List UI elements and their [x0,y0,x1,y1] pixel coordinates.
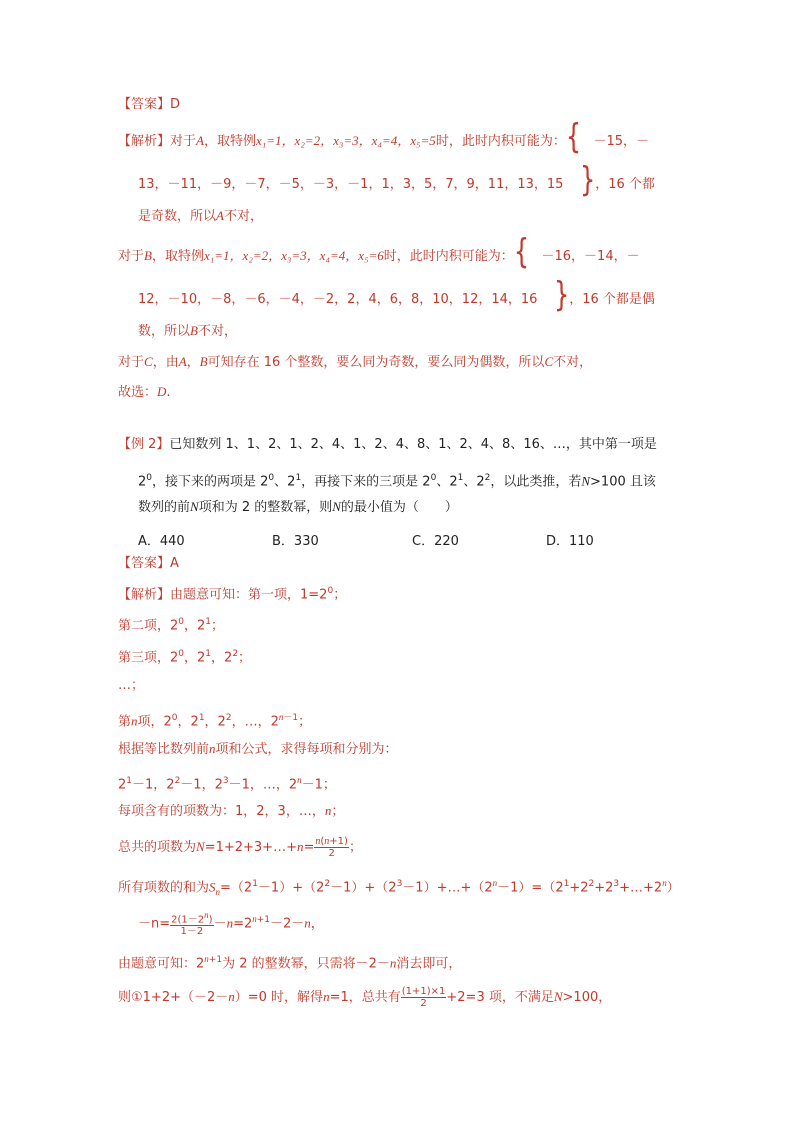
explanation-1-line-2 [138,160,655,200]
option-letter: B [199,354,208,369]
text: 由题意可知：2 [118,956,205,972]
text: 是奇数，所以 [138,209,217,224]
text: 第三项，2 [118,650,179,666]
choice-d: D．110 [546,534,594,549]
option-letter: A [216,208,224,223]
fraction: $\frac{(1+1)\times 1}{2}$ [401,986,446,1009]
explanation-2-line-3: 第三项，$2^0$，$2^1$，$2^2$； [118,649,252,666]
right-brace: } [553,275,570,315]
answer-1 [118,96,180,114]
text: 的最小值为（ ） [340,500,458,515]
variable: N [332,499,341,514]
text: >100， [562,990,612,1005]
text: 对于 [170,134,197,149]
variable: S [209,879,216,895]
text: +2=3 项，不满足 [446,990,554,1005]
sequence: －16，－14，－ [541,249,640,264]
sequence: 13，－11，－9，－7，－5，－3，－1，1，3，5，7，9，11，13，15 [138,177,564,192]
text: =1+2+3+…+ [204,840,297,855]
explanation-1-line-3 [138,207,263,226]
explanation-2-line-8: 每项含有的项数为：1，2，3，…，n； [118,803,345,819]
explanation-2-line-6 [118,740,398,759]
text: 已知数列 1、1、2、1、2、4、1、2、4、8、1、2、4、8、16、…，其中第一项是 [169,437,657,452]
special-values: x₁=1，x₂=2，x₃=3，x₄=4，x₅=6 [203,248,384,263]
variable: N [196,839,205,854]
text: 为 2 的整数幂，只需将－2－ [222,956,390,972]
explanation-2-line-12: 由题意可知：$2^{n+1}$为 2 的整数幂，只需将－2－n消去即可， [118,954,462,972]
explanation-1-line-4 [118,232,640,272]
exponent: 0 [268,473,275,483]
answer-2 [118,555,179,573]
explanation-2-line-7: $2^1-1$，$2^2-1$，$2^3-1$，…，$2^n-1$； [118,775,336,793]
choice-c: C．220 [412,534,459,549]
choice-a: A．440 [138,534,185,549]
option-letter: B [190,323,198,338]
answer-label: 【答案】 [118,556,171,571]
text: 2 [118,777,127,793]
variable: N [581,473,591,489]
text: 数，所以 [138,324,191,339]
text: 由题意可知：第一项，1=2 [170,587,328,603]
text: －n= [138,916,171,932]
exponent: 2 [484,473,491,483]
answer-value: D [170,97,181,112]
variable: n [323,989,330,1004]
text: ）=0 时，解得 [234,990,324,1005]
text: ，再接下来的三项是 2 [301,474,431,490]
text: 消去即可， [396,956,462,972]
text: ，16 个都 [595,177,655,192]
fraction: $\frac{2(1-2^n)}{1-2}$ [171,910,213,938]
text: 、2 [463,474,485,490]
example-2-line-1 [118,436,657,454]
text: +…+（2 [436,880,493,896]
explanation-label: 【解析】 [118,134,171,149]
text: ，取特例 [151,249,204,264]
fraction: $\frac{n(n+1)}{2}$ [315,836,348,859]
option-letter: C [544,354,554,369]
text: 每项含有的项数为：1，2，3，…， [118,804,325,819]
variable: N [553,989,563,1004]
variable: n [389,955,397,971]
text: =1，总共有 [329,990,401,1005]
text: ，16 个都是偶 [569,292,655,307]
explanation-1-line-6 [138,322,237,341]
example-label: 【例 2】 [118,437,170,452]
text: 总共的项数为 [118,840,197,855]
text: ， [186,355,200,370]
text: 时，此时内积可能为： [383,249,514,264]
sequence: －15，－ [593,134,650,149]
explanation-2-line-9: 总共的项数为N=1+2+3+…+n= $\frac{n(n+1)}{2}$ ； [118,836,362,859]
text: ，以此类推，若 [490,474,582,490]
explanation-1-line-7 [118,353,592,372]
text: 、2 [274,474,296,490]
text: 数列的前 [138,500,191,515]
text: >100 且该 [590,474,656,490]
text: ，2 [177,714,199,730]
left-brace: { [513,232,530,272]
variable: n [324,803,332,818]
sequence: 12，－10，－8，－6，－4，－2，2，4，6，8，10，12，14，16 [138,292,538,307]
text: 第二项，2 [118,618,179,634]
text: =（2 [220,880,253,896]
text: 故选： [118,385,158,400]
variable: n [228,989,235,1004]
text: 不对， [553,355,593,370]
text: ，2 [204,714,226,730]
text: 第 [118,714,132,730]
variable: n [296,839,304,854]
exponent: 0 [430,473,437,483]
variable: N [190,499,199,514]
explanation-1-line-5 [138,275,655,315]
explanation-2-line-1: 【解析】由题意可知：第一项，$1=2^0$； [118,586,347,603]
text: 所有项数的和为 [118,880,210,896]
option-letter: D [157,384,167,399]
exponent: 0 [146,473,153,483]
explanation-2-line-13 [118,986,611,1009]
left-brace: { [565,117,582,157]
exponent: 1 [295,473,302,483]
text: （2 [542,880,564,896]
text: 项，2 [137,714,172,730]
option-letter: C [144,354,153,369]
option-letter: A [178,354,187,369]
text: 对于 [118,249,145,264]
explanation-2-line-4: …； [118,678,145,693]
answer-label: 【答案】 [118,97,171,112]
explanation-2-line-11: －n= $\frac{2(1-2^n)}{1-2}$ $-n=2^{n+1}-2-n$， [138,910,324,938]
text: ，取特例 [203,134,256,149]
text: 、2 [436,474,458,490]
explanation-2-line-2: 第二项，$2^0$，$2^1$； [118,617,225,634]
text: 时，此时内积可能为： [435,134,566,149]
variable: n [131,713,138,729]
text: 项和公式，求得每项和分别为： [215,742,398,757]
example-2-line-3 [138,498,458,517]
explanation-1-line-8: 故选：D. [118,384,171,400]
explanation-2-line-5: 第n项，$2^0$，$2^1$，$2^2$，…，$2^{n-1}$； [118,712,312,730]
text: 2 [138,474,147,490]
option-letter: A [196,133,204,148]
text: ，…，2 [231,714,279,730]
text: 不对， [223,209,263,224]
text: ，接下来的两项是 2 [152,474,269,490]
right-brace: } [579,160,596,200]
special-values: x₁=1，x₂=2，x₃=3，x₄=4，x₅=5 [256,133,436,148]
example-2-line-2 [138,469,656,491]
text: （2 [303,880,325,896]
text: ，由 [152,355,179,370]
variable: n [209,741,216,756]
explanation-1-line-1 [118,117,650,157]
explanation-2-line-10: 所有项数的和为$S_n=(2^1-1)+(2^2-1)+(2^3-1)+\dots+(2^n-1)=(2^1+2^2+2^3+\dots+2^n)$ [118,878,680,897]
choice-b: B．330 [272,534,319,549]
text: 根据等比数列前 [118,742,210,757]
text: 对于 [118,355,145,370]
text: 则①1+2+（－2－ [118,990,229,1005]
option-letter: B [144,248,152,263]
text: 项和为 2 的整数幂，则 [198,500,333,515]
explanation-label: 【解析】 [118,587,171,603]
text: 不对， [197,324,237,339]
text: 可知存在 16 个整数，要么同为奇数，要么同为偶数，所以 [207,355,545,370]
answer-value: A [170,556,179,571]
text: （2 [375,880,397,896]
exponent: 1 [457,473,464,483]
